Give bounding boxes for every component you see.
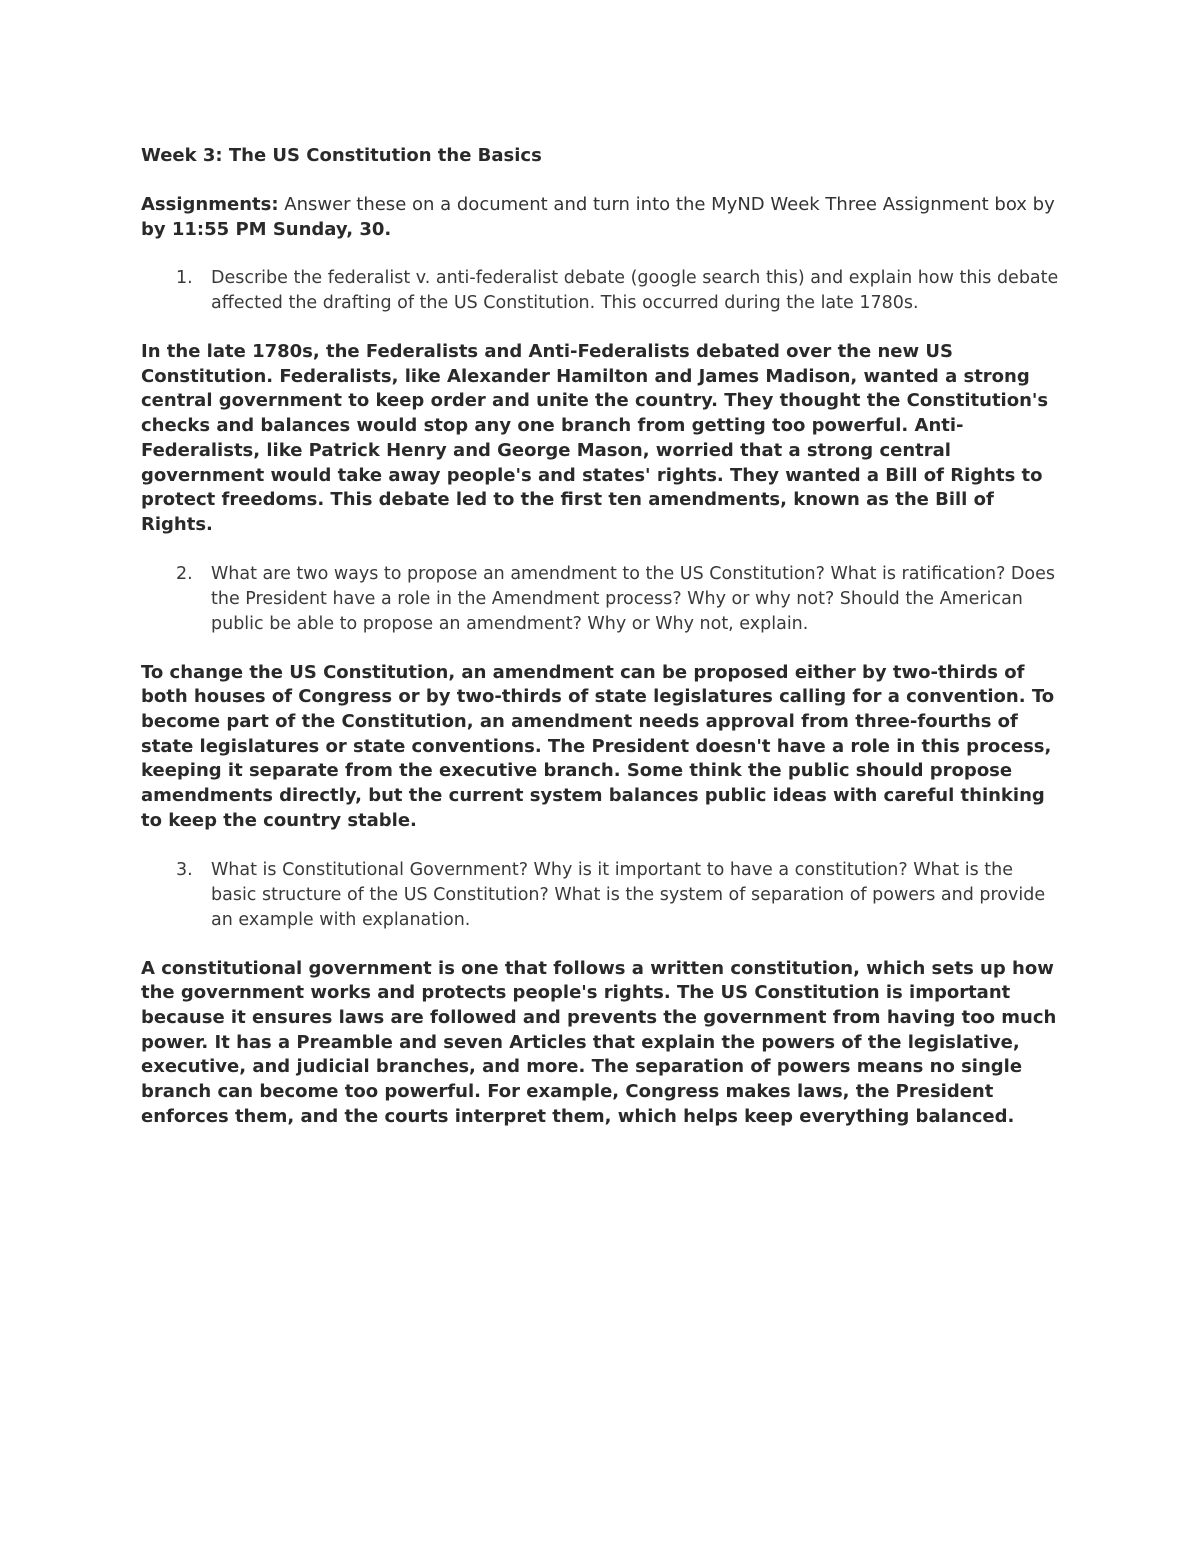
answer-paragraph: To change the US Constitution, an amendment can be proposed either by two-thirds of both houses of Congress or by two-thirds of state legislatures calling for a convention. To become part of the Constitution, an amendment needs approval from three-fourths of state legislatures or state conventions. The President doesn't have a role in this process, keeping it separate from the executive branch. Some think the public should propose amendments directly, but the current system balances public ideas with careful thinking to keep the country stable. xyxy=(141,661,1055,831)
question-text: What is Constitutional Government? Why is it important to have a constitution? What is the basic structure of the US Constitution? What is the system of separation of powers and provide an example with explanation. xyxy=(211,859,1046,930)
question-item xyxy=(141,858,1061,933)
answer-paragraph: In the late 1780s, the Federalists and Anti-Federalists debated over the new US Constitution. Federalists, like Alexander Hamilton and James Madison, wanted a strong central government to keep order and unite the country. They thought the Constitution's checks and balances would stop any one branch from getting too powerful. Anti-Federalists, like Patrick Henry and George Mason, worried that a strong central government would take away people's and states' rights. They wanted a Bill of Rights to protect freedoms. This debate led to the first ten amendments, known as the Bill of Rights. xyxy=(141,341,1049,535)
document-title: Week 3: The US Constitution the Basics xyxy=(141,145,542,166)
assignments-label: Assignments: xyxy=(141,194,279,215)
question-text: Describe the federalist v. anti-federalist debate (google search this) and explain how this debate affected the drafting of the US Constitution. This occurred during the late 1780s. xyxy=(211,268,1059,313)
question-number: 1. xyxy=(176,268,193,288)
document-page xyxy=(141,143,1061,1129)
assignments-due: by 11:55 PM Sunday, 30. xyxy=(141,219,392,240)
answer-paragraph: A constitutional government is one that follows a written constitution, which sets up how the government works and protects people's rights. The US Constitution is important because it ensures laws are followed and prevents the government from having too much power. It has a Preamble and seven Articles that explain the powers of the legislative, executive, and judicial branches, and more. The separation of powers means no single branch can become too powerful. For example, Congress makes laws, the President enforces them, and the courts interpret them, which helps keep everything balanced. xyxy=(141,957,1057,1127)
question-number: 3. xyxy=(176,859,193,880)
question-item xyxy=(141,562,1061,637)
question-number: 2. xyxy=(176,563,193,584)
question-text: What are two ways to propose an amendment to the US Constitution? What is ratification? Does the President have a role in the Amendment process? Why or why not? Should the American public be able to propose an amendment? Why or Why not, explain. xyxy=(211,563,1055,634)
question-item xyxy=(141,266,1061,316)
assignments-paragraph xyxy=(141,192,1061,242)
assignments-instructions: Answer these on a document and turn into the MyND Week Three Assignment box by xyxy=(278,194,1055,215)
